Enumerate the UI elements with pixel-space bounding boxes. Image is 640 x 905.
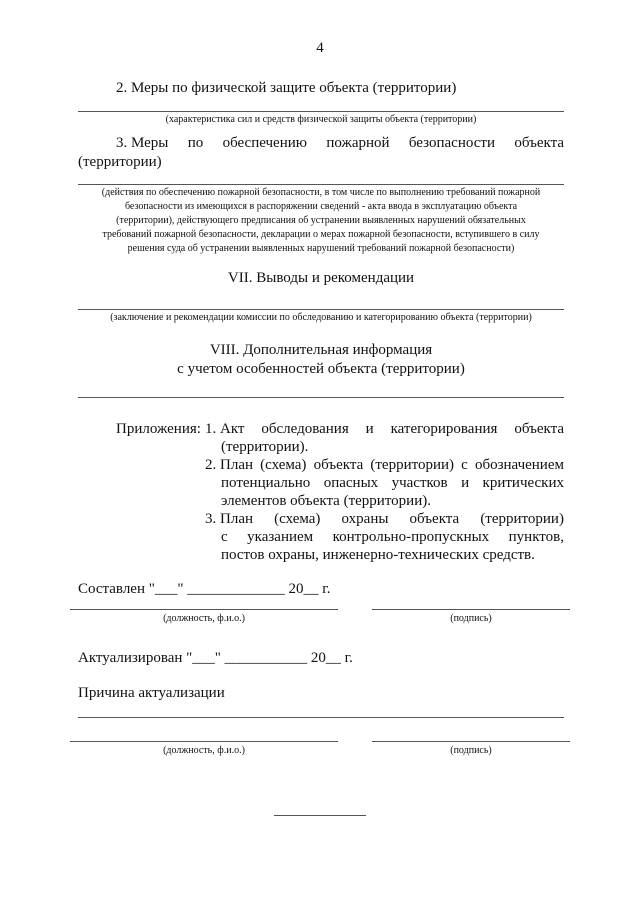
appendices-label: Приложения:: [116, 421, 201, 437]
updated-signature-rule: [372, 741, 570, 742]
updated-line: Актуализирован "___" ___________ 20__ г.: [78, 650, 353, 666]
update-reason-label: Причина актуализации: [78, 685, 225, 701]
end-separator: [274, 815, 366, 816]
updated-position-label: (должность, ф.и.о.): [163, 745, 245, 756]
updated-position-rule: [70, 741, 338, 742]
section-7-title: VII. Выводы и рекомендации: [227, 270, 415, 286]
section-8-rule: [78, 397, 564, 398]
section-2-rule: [78, 111, 564, 112]
compiled-position-rule: [70, 609, 338, 610]
compiled-line: Составлен "___" _____________ 20__ г.: [78, 581, 331, 597]
compiled-signature-label: (подпись): [450, 613, 492, 624]
page-number: 4: [316, 40, 324, 56]
section-8-title: VIII. Дополнительная информация с учетом особенностей объекта (территории): [177, 342, 465, 377]
section-2-note: (характеристика сил и средств физической защиты объекта (территории): [165, 114, 477, 125]
section-3-note: (действия по обеспечению пожарной безопасности, в том числе по выполнению требований пожарной безопасности из имеющихся в распоряжении сведений - акта ввода в эксплуатацию объекта (территории), действующего предписания об устранении выявленных нарушений обязательных требований пожарной безопасности, декларации о мерах пожарной безопасности, вступившего в силу решения суда об устранении выявленных нарушений требований пожарной безопасности): [101, 187, 541, 254]
section-7-rule: [78, 309, 564, 310]
section-3-title-line1: 3. Меры по обеспечению пожарной безопасности объекта: [116, 135, 564, 151]
compiled-signature-rule: [372, 609, 570, 610]
appendix-item-3-line3: постов охраны, инженерно-технических средств.: [221, 547, 535, 563]
appendix-item-3-line1: 3. План (схема) охраны объекта (территории): [205, 511, 564, 527]
section-7-note: (заключение и рекомендации комиссии по обследованию и категорированию объекта (территории): [110, 312, 532, 323]
updated-signature-label: (подпись): [450, 745, 492, 756]
section-3-title-line2: (территории): [78, 154, 162, 170]
compiled-position-label: (должность, ф.и.о.): [163, 613, 245, 624]
appendix-item-2-line2: потенциально опасных участков и критических: [221, 475, 564, 491]
appendix-item-2-line1: 2. План (схема) объекта (территории) с обозначением: [205, 457, 564, 473]
appendix-item-2-line3: элементов объекта (территории).: [221, 493, 431, 509]
section-3-rule: [78, 184, 564, 185]
section-2-title: 2. Меры по физической защите объекта (территории): [116, 80, 457, 96]
appendix-item-1-line1: 1. Акт обследования и категорирования объекта: [205, 421, 564, 437]
update-reason-rule: [78, 717, 564, 718]
appendix-item-1-line2: (территории).: [221, 439, 309, 455]
appendix-item-3-line2: с указанием контрольно-пропускных пунктов,: [221, 529, 564, 545]
